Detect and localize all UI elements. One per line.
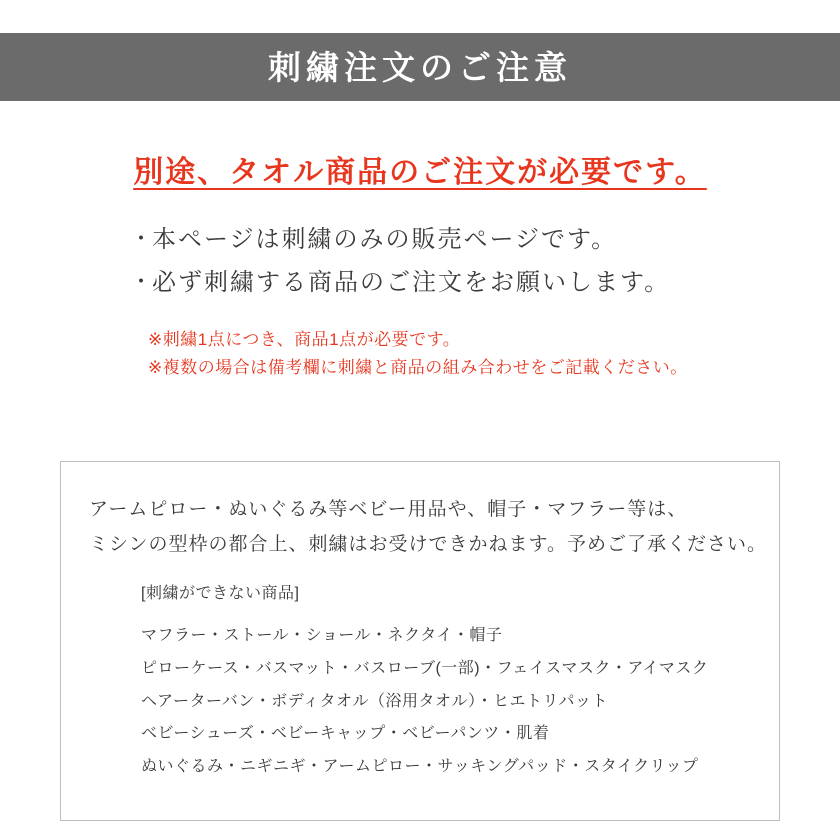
bullet-marker-icon: ・ (130, 268, 155, 294)
list-item: マフラー・ストール・ショール・ネクタイ・帽子 (141, 627, 503, 644)
list-item: ピローケース・バスマット・バスローブ(一部)・フェイスマスク・アイマスク (141, 659, 709, 677)
restrictions-box (60, 461, 780, 821)
list-item (130, 226, 730, 255)
list-item (130, 269, 730, 298)
list-item: ベビーシューズ・ベビーキャップ・ベビーパンツ・肌着 (141, 725, 550, 743)
list-item: ヘアーターバン・ボディタオル（浴用タオル）・ヒエトリパット (141, 692, 608, 710)
note-line: ※複数の場合は備考欄に刺繍と商品の組み合わせをご記載ください。 (148, 358, 688, 378)
restrictions-lead (89, 492, 767, 562)
restrictions-lead-line2: ミシンの型枠の都合上、刺繍はお受けできかねます。予めご了承ください。 (89, 534, 768, 556)
red-notes (148, 326, 688, 382)
list-item-label: 必ず刺繍する商品のご注文をお願いします。 (152, 268, 671, 296)
list-item: ぬいぐるみ・ニギニギ・アームピロー・サッキングパッド・スタイクリップ (141, 758, 699, 776)
header-band (0, 33, 840, 101)
bullet-list (130, 226, 730, 312)
restrictions-subtitle: [刺繍ができない商品] (141, 585, 300, 602)
list-item-label: 本ページは刺繍のみの販売ページです。 (152, 226, 618, 253)
note-line: ※刺繍1点につき、商品1点が必要です。 (148, 330, 461, 349)
bullet-marker-icon: ・ (130, 226, 155, 251)
page-title: 刺繍注文のご注意 (268, 48, 572, 86)
headline-warning: 別途、タオル商品のご注文が必要です。 (133, 156, 707, 189)
restrictions-item-list (141, 620, 708, 784)
restrictions-lead-line1: アームピロー・ぬいぐるみ等ベビー用品や、帽子・マフラー等は、 (89, 499, 688, 520)
